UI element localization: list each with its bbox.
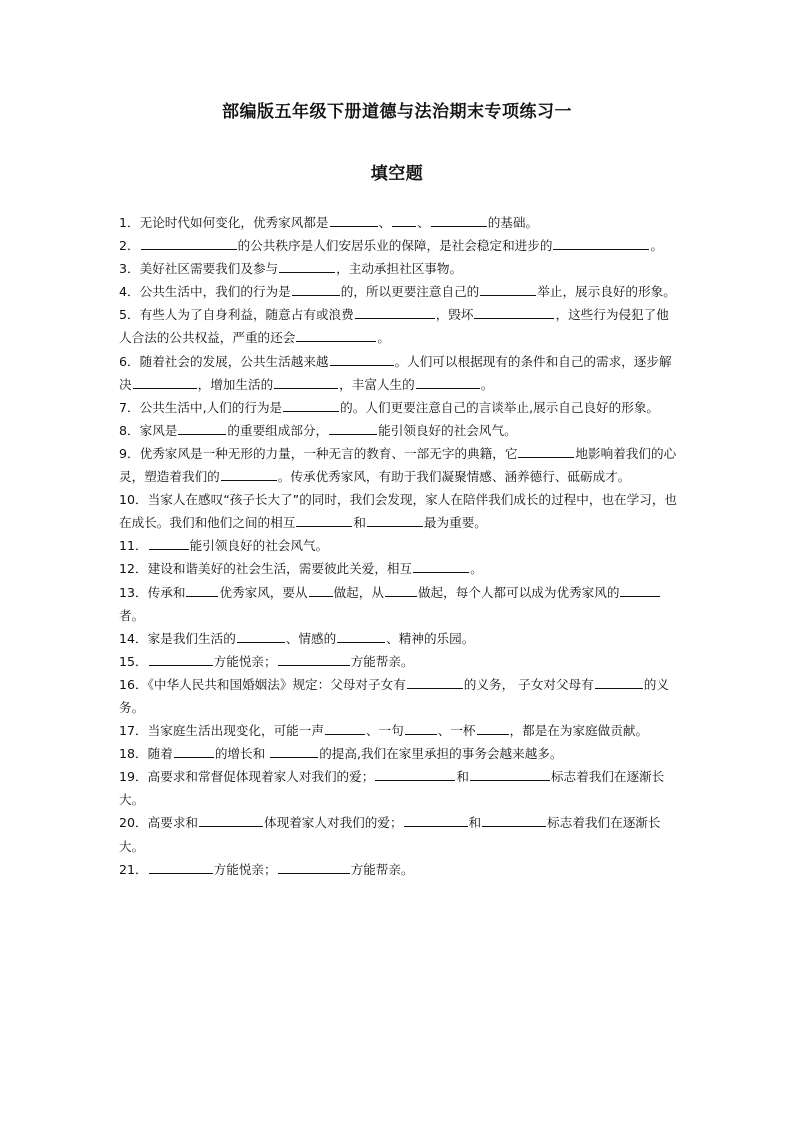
question-text: 做起，从 [333, 584, 384, 600]
answer-blank[interactable] [292, 283, 340, 296]
answer-blank[interactable] [482, 814, 546, 827]
question-text: 能引领良好的社会风气。 [189, 538, 329, 554]
answer-blank[interactable] [309, 584, 333, 597]
question-text: 公共生活中，我们的行为是 [139, 284, 291, 300]
question-text: 和 [456, 769, 469, 785]
question-text: 。 [650, 238, 664, 254]
answer-blank[interactable] [283, 399, 339, 412]
answer-blank[interactable] [474, 306, 554, 319]
question-text: 家是我们生活的 [147, 630, 236, 646]
question-text: 家风是 [139, 422, 178, 438]
question-text: 《中华人民共和国婚姻法》规定：父母对子女有 [147, 676, 406, 692]
question-text: 最为重要。 [423, 515, 487, 531]
answer-blank[interactable] [337, 630, 385, 643]
answer-blank[interactable] [431, 214, 487, 227]
question-number: 16． [119, 676, 148, 692]
question-item [119, 673, 679, 719]
question-text: 的。人们更要注意自己的言谈举止,展示自己良好的形象。 [340, 399, 660, 415]
question-text: 传承和 [147, 584, 186, 600]
question-item [119, 534, 679, 557]
question-text: 公共生活中,人们的行为是 [139, 399, 283, 415]
answer-blank[interactable] [270, 745, 318, 758]
question-text: 体现着家人对我们的爱； [264, 815, 403, 831]
answer-blank[interactable] [375, 768, 455, 781]
answer-blank[interactable] [518, 445, 574, 458]
question-item [119, 257, 679, 280]
question-text: 和 [353, 515, 366, 531]
answer-blank[interactable] [477, 722, 509, 735]
question-text: 的义务， 子女对父母有 [463, 676, 594, 692]
question-text: 当家庭生活出现变化，可能一声 [147, 723, 324, 739]
question-item [119, 742, 679, 765]
question-item [119, 557, 679, 580]
question-number: 2． [119, 238, 140, 254]
question-number: 14． [119, 630, 148, 646]
answer-blank[interactable] [237, 630, 285, 643]
question-text: 举止，展示良好的形象。 [537, 284, 676, 300]
answer-blank[interactable] [392, 214, 416, 227]
question-text: 高要求和 [147, 815, 198, 831]
question-text: 的提高,我们在家里承担的事务会越来越多。 [319, 746, 563, 762]
question-text: 做起，每个人都可以成为优秀家风的 [417, 584, 620, 600]
question-item [119, 234, 679, 257]
question-text: ，丰富人生的 [339, 376, 415, 392]
answer-blank[interactable] [221, 468, 277, 481]
question-text: 。 [377, 330, 390, 346]
answer-blank[interactable] [407, 676, 463, 689]
answer-blank[interactable] [620, 584, 660, 597]
answer-blank[interactable] [416, 376, 480, 389]
question-text: 的公共秩序是人们安居乐业的保障，是社会稳定和进步的 [237, 238, 553, 254]
question-number: 20． [119, 815, 148, 831]
question-number: 11． [119, 538, 148, 554]
question-text: 方能帮亲。 [350, 653, 414, 669]
question-text: 方能帮亲。 [350, 861, 414, 877]
question-item [119, 350, 679, 396]
question-number: 18． [119, 746, 148, 762]
question-number: 7． [119, 399, 140, 415]
answer-blank[interactable] [367, 514, 423, 527]
question-text: 的义务。 [119, 676, 669, 715]
question-item [119, 488, 679, 534]
question-text: 和 [468, 815, 482, 831]
question-text: ，毁坏 [435, 307, 474, 323]
answer-blank[interactable] [470, 768, 550, 781]
question-item [119, 442, 679, 488]
question-item [119, 858, 679, 881]
question-text: 、精神的乐园。 [386, 630, 475, 646]
question-number: 17． [119, 723, 148, 739]
answer-blank[interactable] [133, 376, 197, 389]
question-number: 5． [119, 307, 140, 323]
question-text: 无论时代如何变化，优秀家风都是 [139, 215, 329, 230]
answer-blank[interactable] [149, 861, 213, 874]
question-text: 、 [378, 215, 392, 230]
question-text: 方能悦亲； [213, 861, 277, 877]
answer-blank[interactable] [325, 722, 365, 735]
question-text: 的增长和 [214, 746, 270, 762]
answer-blank[interactable] [329, 422, 377, 435]
question-item [119, 765, 679, 811]
question-number: 21． [119, 861, 148, 877]
question-number: 19． [119, 769, 148, 785]
question-text: 随着 [147, 746, 173, 762]
question-text: 。传承优秀家风，有助于我们凝聚情感、涵养德行、砥砺成才。 [277, 469, 631, 485]
question-number: 9． [119, 445, 140, 461]
document-title: 部编版五年级下册道德与法治期末专项练习一 [222, 102, 572, 122]
answer-blank[interactable] [355, 306, 435, 319]
question-item [119, 419, 679, 442]
answer-blank[interactable] [178, 422, 226, 435]
question-number: 12． [119, 561, 148, 577]
question-text: 建设和谐美好的社会生活，需要彼此关爱，相互 [147, 561, 413, 577]
answer-blank[interactable] [330, 214, 378, 227]
question-number: 15． [119, 653, 148, 669]
question-text: 优秀家风是一种无形的力量，一种无言的教育、一部无字的典籍，它 [139, 445, 518, 461]
question-text: 方能悦亲； [213, 653, 277, 669]
question-item [119, 627, 679, 650]
answer-blank[interactable] [296, 514, 352, 527]
question-text: 。 [470, 561, 483, 577]
question-text: ，都是在为家庭做贡献。 [509, 723, 649, 739]
question-text: 当家人在感叹“孩子长大了”的同时，我们会发现，家人在陪伴我们成长的过程中，也在学习，也在成长。我们和他们之间的相互 [119, 492, 678, 531]
question-text: 。 [480, 376, 494, 392]
question-number: 8． [119, 422, 140, 438]
question-number: 4． [119, 284, 140, 300]
answer-blank[interactable] [385, 584, 417, 597]
question-item [119, 211, 679, 234]
answer-blank[interactable] [199, 814, 263, 827]
question-text: 美好社区需要我们及参与 [139, 261, 279, 277]
question-text: ，这些行为侵犯了他人合法的公共权益，严重的还会 [119, 307, 669, 346]
answer-blank[interactable] [174, 745, 214, 758]
answer-blank[interactable] [274, 376, 338, 389]
answer-blank[interactable] [149, 653, 213, 666]
question-text: 有些人为了自身利益，随意占有或浪费 [139, 307, 354, 323]
question-text: 随着社会的发展，公共生活越来越 [139, 353, 329, 369]
question-text: 、一杯 [437, 723, 476, 739]
answer-blank[interactable] [480, 283, 536, 296]
question-text: 、 [417, 215, 430, 230]
question-text: ，增加生活的 [197, 376, 274, 392]
answer-blank[interactable] [279, 260, 335, 273]
question-text: 能引领良好的社会风气。 [378, 422, 517, 438]
question-text: 高要求和常督促体现着家人对我们的爱； [147, 769, 375, 785]
answer-blank[interactable] [553, 237, 649, 250]
question-list [119, 211, 679, 881]
answer-blank[interactable] [141, 237, 237, 250]
question-number: 6． [119, 353, 140, 369]
question-item [119, 396, 679, 419]
question-text: 优秀家风，要从 [219, 584, 308, 600]
question-item [119, 280, 679, 303]
question-text: 地影响着我们的心灵，塑造着我们的 [119, 445, 677, 485]
question-item [119, 719, 679, 742]
question-text: 者。 [119, 607, 145, 623]
answer-blank[interactable] [404, 814, 468, 827]
question-number: 1． [119, 215, 140, 230]
answer-blank[interactable] [278, 861, 350, 874]
question-text: 、情感的 [285, 630, 337, 646]
answer-blank[interactable] [413, 560, 469, 573]
question-text: 的，所以更要注意自己的 [340, 284, 480, 300]
question-text: 的重要组成部分， [227, 422, 329, 438]
question-item [119, 303, 679, 349]
answer-blank[interactable] [296, 329, 376, 342]
question-item [119, 650, 679, 673]
answer-blank[interactable] [330, 353, 394, 366]
answer-blank[interactable] [149, 537, 189, 550]
question-text: 标志着我们在逐渐长大。 [119, 769, 665, 808]
question-text: 。人们可以根据现有的条件和自己的需求，逐步解决 [119, 353, 672, 392]
answer-blank[interactable] [278, 653, 350, 666]
question-text: 标志着我们在逐渐长大。 [119, 815, 661, 854]
question-text: 、一句 [365, 723, 404, 739]
question-number: 10． [119, 492, 148, 508]
question-text: 的基础。 [487, 215, 539, 230]
question-item [119, 811, 679, 857]
question-text: ，主动承担社区事物。 [336, 261, 463, 277]
question-item [119, 581, 679, 627]
answer-blank[interactable] [595, 676, 643, 689]
section-title: 填空题 [370, 164, 424, 184]
question-number: 3． [119, 261, 140, 277]
question-number: 13． [119, 584, 148, 600]
answer-blank[interactable] [186, 584, 218, 597]
answer-blank[interactable] [405, 722, 437, 735]
